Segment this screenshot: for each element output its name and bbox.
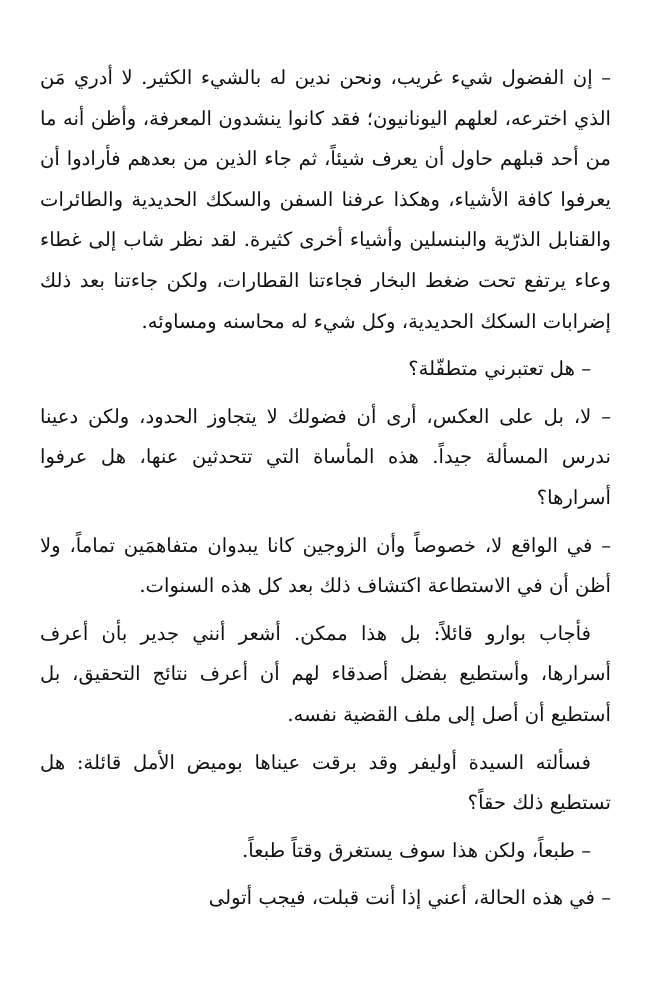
page-body-text [40,58,611,926]
paragraph: – طبعاً، ولكن هذا سوف يستغرق وقتاً طبعاً. [242,838,591,862]
paragraph: – في الواقع لا، خصوصاً وأن الزوجين كانا يبدوان متفاهمَين تماماً، ولا أظن أن في الاستطاعة اكتشاف ذلك بعد كل هذه السنوات. [40,533,611,598]
paragraph: – هل تعتبرني متطفّلة؟ [408,357,591,381]
paragraph: فأجاب بوارو قائلاً: بل هذا ممكن. أشعر أنني جدير بأن أعرف أسرارها، وأستطيع بفضل أصدقاء لهم أن أعرف نتائج التحقيق، بل أستطيع أن أصل إلى ملف القضية نفسه. [40,621,611,726]
paragraph: – لا، بل على العكس، أرى أن فضولك لا يتجاوز الحدود، ولكن دعينا ندرس المسألة جيداً. هذه المأساة التي تتحدثين عنها، هل عرفوا أسرارها؟ [40,404,611,509]
paragraph: – إن الفضول شيء غريب، ونحن ندين له بالشيء الكثير. لا أدري مَن الذي اخترعه، لعلهم اليونانيون؛ فقد كانوا ينشدون المعرفة، وأظن أنه ما من أحد قبلهم حاول أن يعرف شيئاً، ثم جاء الذين من بعدهم فأرادوا أن يعرفوا كافة الأشياء، وهكذا عرفنا السفن والسكك الحديدية والطائرات والقنابل الذرّية والبنسلين وأشياء أخرى كثيرة. لقد نظر شاب إلى غطاء وعاء يرتفع تحت ضغط البخار فجاءتنا القطارات، ولكن جاءتنا بعد ذلك إضرابات السكك الحديدية، وكل شيء له محاسنه ومساوئه. [40,66,611,333]
paragraph: – في هذه الحالة، أعني إذا أنت قبلت، فيجب أتولى [208,886,611,910]
paragraph: فسألته السيدة أوليفر وقد برقت عيناها بوميض الأمل قائلة: هل تستطيع ذلك حقاً؟ [40,750,611,815]
